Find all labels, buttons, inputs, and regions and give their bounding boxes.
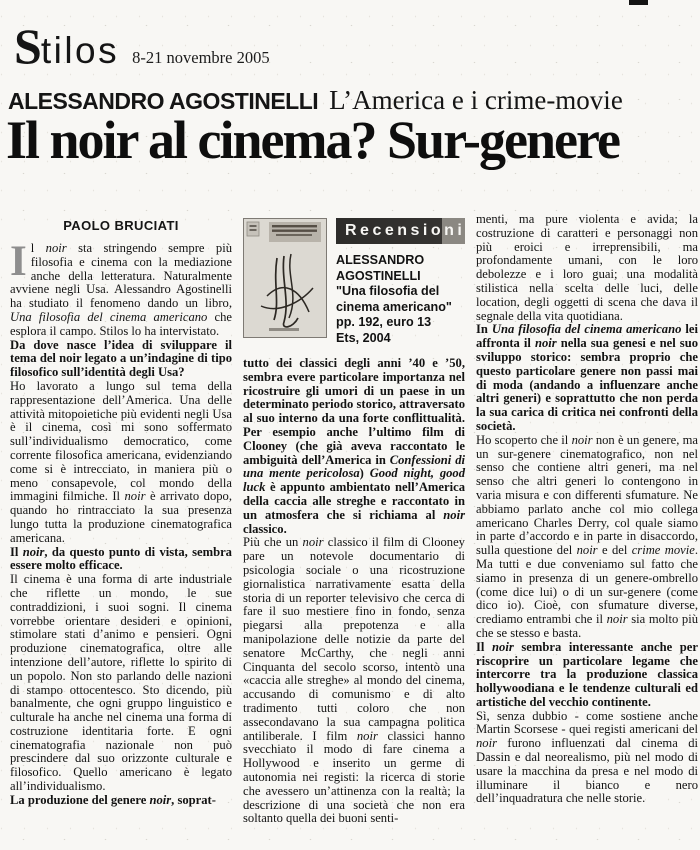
review-details (336, 218, 465, 346)
article-paragraph: Più che un noir classico il film di Clooney pare un notevole documentario di psicologia sociale o una ricostruzione giornalistica narrativamente esatta della storia di un reporter televisivo che cerca di fare il suo mestiere fino in fondo, senza piegarsi alla prepotenza e alla manipolazione delle notizie da parte del senatore McCarthy, che negli anni Cinquanta del secolo scorso, intentò una «caccia alle streghe» al mondo del cinema, accusando di comunismo e di alto tradimento tutti coloro che non assecondavano la sua campagna politica antiliberale. I film noir classici hanno svecchiato il modo di fare cinema a Hollywood e inserito un germe di autonomia nei registi: la ricerca di storie che avessero un’attinenza con la realtà; la descrizione di una società che non era soltanto quella dei buoni senti- (243, 535, 465, 826)
kicker-title: L’America e i crime-movie (329, 85, 623, 115)
article-paragraph: La produzione del genere noir, soprat- (10, 792, 216, 807)
article-paragraph: Da dove nasce l’idea di sviluppare il tema del noir legato a un’indagine di tipo filosofico sull’identità degli Usa? (10, 337, 232, 380)
article-paragraph: menti, ma pure violenta e avida; la costruzione di caratteri e personaggi non più eroici e irreprensibili, ma profondamente umani, con le loro debolezze e i loro guai; una modalità stilistica nella scelta delle luci, delle location, degli oggetti di scena che dava il segnale della vita quotidiana. (476, 212, 698, 323)
column-3 (476, 205, 698, 826)
drop-cap: I (10, 238, 27, 285)
article-paragraph: Il noir sta stringendo sempre più filosofia e cinema con la mediazione anche della letteratura. Naturalmente avviene negli Usa. Alessandro Agostinelli ha studiato il fenomeno dando un libro, Una filosofia del cinema americano che esplora il campo. Stilos lo ha intervistato. (10, 238, 233, 338)
column-1 (10, 205, 232, 826)
column-2-text (243, 357, 465, 826)
article-paragraph: Il cinema è una forma di arte industriale che riflette un mondo, le sue contraddizioni, i suoi sogni. Il cinema vorrebbe orientare desideri e opinioni, stimolare stati d’animo e pensieri. Ogni produzione cinematografica, oltre alle intenzione dell’autore, riflette lo spirito di un popolo. Non sto parlando delle nazioni di stampo ottocentesco. Sto dicendo, più banalmente, che ogni gruppo linguistico e culturale ha anche nel cinema una forma di costruzione identitaria forte. E ogni cinematografia nazionale non può prescindere dal suo orizzonte culturale e filosofico. Quello americano è legato all’individualismo. (10, 572, 232, 794)
book-cover-image (243, 218, 327, 338)
scan-artifact-mark (629, 0, 648, 5)
logo-wordmark: tilos (40, 30, 120, 71)
masthead (14, 18, 270, 74)
article-paragraph: Il noir, da questo punto di vista, sembra essere molto efficace. (10, 544, 232, 573)
book-author: ALESSANDRO AGOSTINELLI (336, 253, 425, 283)
recensioni-badge: Recensioni (336, 218, 465, 244)
logo-initial: S (14, 18, 40, 74)
book-title: "Una filosofia del cinema americano" (336, 284, 452, 314)
book-info (336, 253, 465, 346)
byline: PAOLO BRUCIATI (63, 218, 179, 233)
article-body (10, 205, 698, 826)
article-paragraph: Ho scoperto che il noir non è un genere, ma un sur-genere cinematografico, non nel senso che contiene altri generi, ma nel senso che altri generi lo contengono in varia misura e con differenti sfumature. Ne abbiamo parlato anche col mio collega americano Charles Derry, col quale siamo in parte d’accordo e in parte in disaccordo, sulla questione del noir e del crime movie. Ma tutti e due conveniamo sul fatto che siamo in presenza di un genere-ombrello (come dice lui) o di un sur-genere (come dico io). Cioè, con sfumature diverse, crediamo entrambi che il noir sia molto più che se stesso e basta. (476, 432, 698, 640)
headline: Il noir al cinema? Sur-genere (6, 110, 619, 170)
column-1-text (10, 238, 233, 808)
column-2 (243, 205, 465, 826)
issue-date: 8-21 novembre 2005 (132, 48, 270, 67)
review-box (243, 218, 465, 346)
column-3-text (476, 213, 698, 806)
kicker-author: ALESSANDRO AGOSTINELLI (8, 88, 319, 114)
article-paragraph: In Una filosofia del cinema americano lei affronta il noir nella sua genesi e nel suo sviluppo storico: sembra proprio che questo particolare genere non passi mai di moda (andando a influenzare anche altri generi) e soprattutto che non perda la sua carica di critica nei confronti della società. (476, 322, 699, 433)
book-publisher: Ets, 2004 (336, 330, 391, 345)
stilos-logo (14, 18, 120, 74)
book-cover-art (243, 218, 327, 338)
book-details: pp. 192, euro 13 (336, 315, 432, 329)
article-paragraph: Il noir sembra interessante anche per riscoprire un particolare legame che intercorre tra la produzione classica hollywoodiana e le tendenze culturali ed artistiche del vecchio continente. (476, 639, 698, 709)
article-paragraph: tutto dei classici degli anni ’40 e ’50, sembra evere particolare importanza nel ricostruire gli umori di un paese in un determinato periodo storico, attraversato al suo interno da una forte conflittualità. Per esempio anche l’ultimo film di Clooney (che già aveva raccontato le ambiguità dell’America in Confessioni di una mente pericolosa) Good night, good luck è appunto ambientato nell’America della caccia alle streghe e raccontato in un atmosfera che si richiama al noir classico. (243, 356, 466, 536)
article-paragraph: Sì, senza dubbio - come sostiene anche Martin Scorsese - quei registi americani del noir furono influenzati dal cinema di Dassin e dal neorealismo, più nel modo di usare la macchina da presa e nel modo di illuminare il bianco e nero dell’inquadratura che nelle storie. (476, 708, 698, 806)
article-paragraph: Ho lavorato a lungo sul tema della rappresentazione dell’America. Una delle attività mitopoietiche più evidenti negli Usa è il cinema, così mi sono soffermato sull’individualismo democratico, come corrente filosofica americana, evidenziando come si è intrecciato, in maniera più o meno consapevole, col mondo della immagini filmiche. Il noir è arrivato dopo, quando ho rintracciato la sua presenza lungo tutta la produzione cinematografica americana. (10, 378, 232, 545)
